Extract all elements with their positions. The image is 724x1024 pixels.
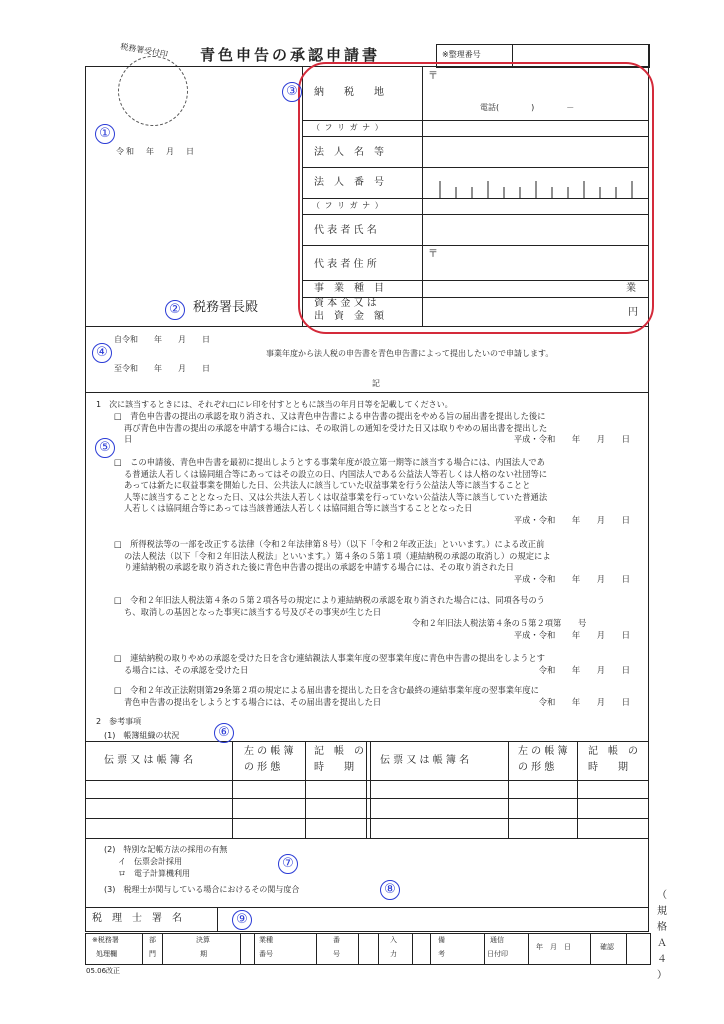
- annotation-5: ⑤: [95, 438, 115, 458]
- fc-number-1: 番: [333, 936, 340, 944]
- item2-line: あっては新たに収益事業を開始した日、公共法人に該当していた収益事業を行う公益法人等に該当することと: [124, 480, 531, 490]
- capital-label-line1: 資 本 金 又 は: [314, 298, 377, 309]
- business-type-suffix: 業: [626, 283, 636, 294]
- item3-line[interactable]: □ 所得税法等の一部を改正する法律（令和２年法律第８号）（以下「令和２年改正法」といいます。）による改正前: [114, 539, 545, 549]
- th-ledger-name-right: 伝 票 又 は 帳 簿 名: [380, 755, 470, 766]
- fc-industry-1: 業種: [259, 936, 273, 944]
- fc-remarks-1: 備: [438, 936, 445, 944]
- section1-intro: 1 次に該当するときには、それぞれ□にレ印を付すとともに該当の年月日等を記載してください。: [96, 400, 453, 409]
- receipt-stamp-label: 税務署受付印: [119, 41, 169, 60]
- annotation-1: ①: [95, 124, 115, 144]
- application-date: 令和 年 月 日: [116, 147, 196, 156]
- th-form-left-2: の 形 態: [244, 762, 281, 773]
- th-ledger-name-left: 伝 票 又 は 帳 簿 名: [104, 755, 194, 766]
- item1-date[interactable]: 平成・令和 年 月 日: [513, 434, 630, 444]
- annotation-8: ⑧: [380, 880, 400, 900]
- section2-sub2b: ロ 電子計算機利用: [118, 869, 190, 878]
- section2-sub3: (3) 税理士が関与している場合におけるその関与度合: [104, 885, 300, 894]
- th-timing-left-2: 時 期: [314, 762, 354, 773]
- tax-accountant-signature-label: 税 理 士 署 名: [92, 913, 182, 924]
- fc-input-1: 入: [390, 936, 397, 944]
- item5-date[interactable]: 令和 年 月 日: [538, 664, 630, 675]
- fc-dept-1: 部: [149, 936, 156, 944]
- corp-number-label: 法 人 番 号: [314, 177, 384, 188]
- item1-line: 再び青色申告書の提出の承認を申請する場合には、その取消しの通知を受けた日又は取りやめの届出書を提出した: [124, 422, 548, 433]
- phone-field[interactable]: 電話( ) －: [480, 103, 575, 112]
- rep-address-label: 代 表 者 住 所: [314, 259, 377, 270]
- paper-size-note: （ 規 格 Ａ ４ ）: [657, 890, 667, 981]
- tax-address-label: 納 税 地: [314, 87, 384, 98]
- item4-article: 令和２年旧法人税法第４条の５第２項第 号: [412, 618, 587, 628]
- furigana-label-1: （ フ リ ガ ナ ）: [312, 123, 384, 132]
- period-statement: 事業年度から法人税の申告書を青色申告書によって提出したいので申請します。: [266, 349, 554, 358]
- rep-address-postal: 〒: [428, 249, 438, 260]
- fc-number-2: 号: [333, 950, 340, 958]
- item2-line: 人若しくは協同組合等にあっては当該普通法人若しくは協同組合等に該当することとなった日: [124, 503, 473, 513]
- item5-line[interactable]: □ 連結納税の取りやめの承認を受けた日を含む連結親法人事業年度の翌事業年度に青色申告書の提出をしようとす: [114, 653, 545, 663]
- th-timing-left-1: 記 帳 の: [314, 746, 364, 757]
- item1-line: 日: [124, 434, 133, 444]
- fc-office-1: ※税務署: [92, 936, 119, 944]
- th-timing-right-1: 記 帳 の: [588, 746, 638, 757]
- annotation-6: ⑥: [214, 723, 234, 743]
- item4-line: ち、取消しの基因となった事実に該当する号及びその事実が生じた日: [124, 606, 382, 617]
- fc-confirm: 確認: [600, 943, 614, 951]
- rep-name-label: 代 表 者 氏 名: [314, 225, 377, 236]
- th-form-right-2: の 形 態: [518, 762, 555, 773]
- applicant-highlight: [298, 62, 654, 334]
- tax-office-addressee: 税務署長殿: [193, 300, 259, 315]
- section2-sub2a: イ 伝票会計採用: [118, 857, 182, 866]
- annotation-4: ④: [92, 343, 112, 363]
- annotation-3: ③: [282, 82, 302, 102]
- th-form-left-1: 左 の 帳 簿: [244, 746, 294, 757]
- item3-line: の法人税法（以下「令和２年旧法人税法」といいます。）第４条の５第１項（連結納税の承認の取消し）の規定によ: [124, 550, 551, 561]
- corp-name-label: 法 人 名 等: [314, 147, 384, 158]
- furigana-label-2: （ フ リ ガ ナ ）: [312, 201, 384, 210]
- version-note: 05.06改正: [86, 967, 121, 975]
- item6-date[interactable]: 令和 年 月 日: [538, 696, 630, 707]
- period-to: 至令和 年 月 日: [114, 364, 210, 373]
- item4-date[interactable]: 平成・令和 年 月 日: [513, 629, 630, 640]
- form-title: 青色申告の承認申請書: [200, 46, 381, 64]
- annotation-7: ⑦: [278, 854, 298, 874]
- fc-comm-1: 通信: [490, 936, 504, 944]
- fc-industry-2: 番号: [259, 950, 273, 958]
- annotation-2: ②: [165, 300, 185, 320]
- fc-office-2: 処理欄: [96, 950, 117, 958]
- item2-date[interactable]: 平成・令和 年 月 日: [513, 514, 630, 525]
- fc-remarks-2: 考: [438, 950, 445, 958]
- item2-line[interactable]: □ この申請後、青色申告書を最初に提出しようとする事業年度が設立第一期等に該当する場合には、内国法人であ: [114, 457, 545, 467]
- ki-mark: 記: [372, 379, 380, 388]
- item2-line: 人等に該当することとなった日、又は公共法人若しくは収益事業を行っていない公益法人等に該当していた普通法: [124, 491, 548, 502]
- fc-settle-2: 期: [200, 950, 207, 958]
- business-type-label: 事 業 種 目: [314, 283, 384, 294]
- fc-settle-1: 決算: [196, 936, 210, 944]
- annotation-9: ⑨: [232, 910, 252, 930]
- capital-suffix: 円: [628, 307, 638, 318]
- item5-line: る場合には、その承認を受けた日: [124, 664, 249, 675]
- th-form-right-1: 左 の 帳 簿: [518, 746, 568, 757]
- item3-line: り連結納税の承認を取り消された後に青色申告書の提出の承認を申請する場合には、その取り消された日: [124, 562, 514, 572]
- section2-title: 2 参考事項: [96, 717, 142, 726]
- capital-label-line2: 出 資 金 額: [314, 311, 384, 322]
- item4-line[interactable]: □ 令和２年旧法人税法第４条の５第２項各号の規定により連結納税の承認を取り消された場合には、同項各号のう: [114, 595, 545, 605]
- section2-sub2: (2) 特別な記帳方法の採用の有無: [104, 845, 228, 854]
- item6-line[interactable]: □ 令和２年改正法附則第29条第２項の規定による届出書を提出した日を含む最終の連結事業年度の翌事業年度に: [114, 685, 539, 695]
- th-timing-right-2: 時 期: [588, 762, 628, 773]
- fc-dept-2: 門: [149, 950, 156, 958]
- fc-date: 年 月 日: [536, 943, 571, 951]
- fc-input-2: 力: [390, 950, 397, 958]
- period-from: 自令和 年 月 日: [114, 335, 210, 344]
- item3-date[interactable]: 平成・令和 年 月 日: [513, 573, 630, 584]
- item2-line: る普通法人若しくは協同組合等にあってはその設立の日、内国法人である公益法人等若しくは人格のない社団等に: [124, 468, 548, 479]
- fc-comm-2: 日付印: [487, 950, 508, 958]
- tax-address-postal: 〒: [428, 71, 438, 82]
- section2-sub1: (1) 帳簿組織の状況: [104, 731, 180, 740]
- reference-number-label: ※整理番号: [442, 50, 481, 59]
- item1-line[interactable]: □ 青色申告書の提出の承認を取り消され、又は青色申告書による申告書の提出をやめる旨の届出書を提出した後に: [114, 411, 546, 421]
- item6-line: 青色申告書の提出をしようとする場合には、その届出書を提出した日: [124, 696, 382, 707]
